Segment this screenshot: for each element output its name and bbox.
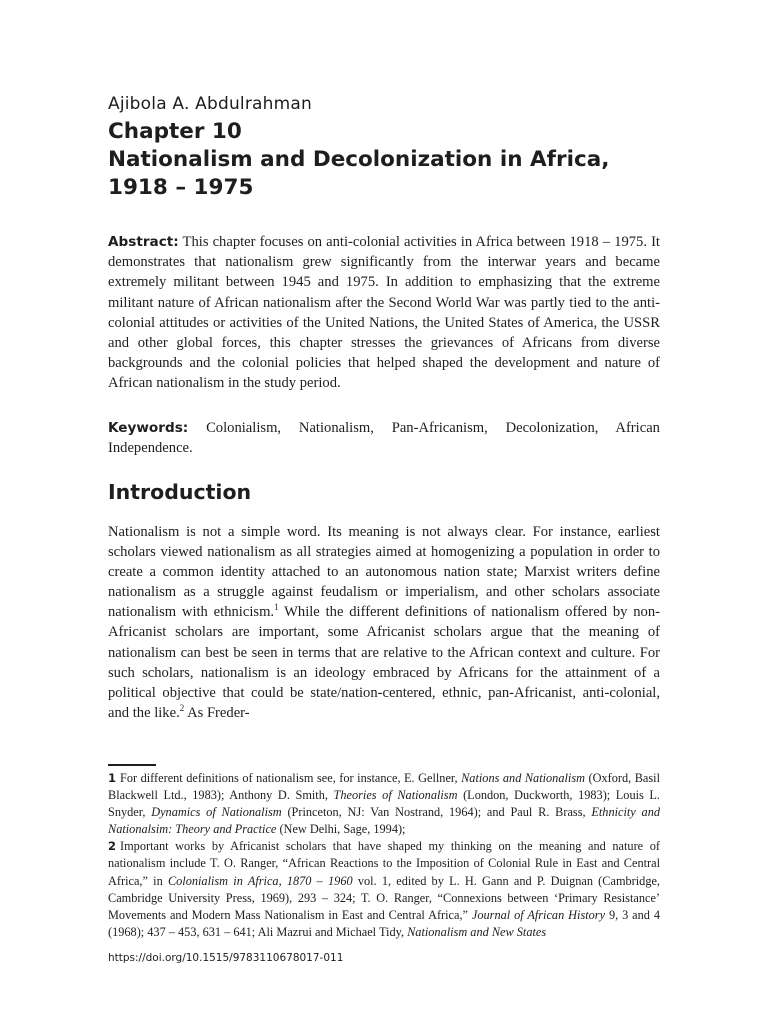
doi-link[interactable]: https://doi.org/10.1515/9783110678017-011: [108, 952, 344, 964]
abstract-label: Abstract:: [108, 234, 179, 250]
keywords-label: Keywords:: [108, 420, 189, 436]
footnote-text: For different definitions of nationalism see, for instance, E. Gellner,: [120, 771, 462, 785]
footnote-ref-1[interactable]: 1: [274, 602, 279, 613]
author-name: Ajibola A. Abdulrahman: [108, 94, 312, 114]
footnote-text: (London, Duckworth, 1983); Louis L. Snyder,: [108, 788, 660, 820]
section-heading-introduction: Introduction: [108, 480, 252, 504]
footnote-ref-2[interactable]: 2: [179, 702, 185, 713]
intro-text-part2: While the different definitions of nationalism offered by non-Africanist scholars are important, some Africanist scholars argue that the meaning of nationalism can best be seen in terms that are relative to the African context and culture. For such scholars, nationalism is an ideology embraced by Africans for the attainment of a political objective that could be state/nation-centered, ethnic, pan-Africanist, anti-colonial, and the like.: [108, 604, 661, 721]
footnote-title: Journal of African History: [471, 907, 606, 922]
footnote-text: (Princeton, NJ: Van Nostrand, 1964); and Paul R. Brass,: [281, 805, 592, 820]
introduction-paragraph: [108, 522, 660, 723]
footnote-title: Ethnicity and Nationalsim: Theory and Practice: [108, 805, 660, 837]
chapter-title-line1: Nationalism and Decolonization in Africa,: [108, 147, 610, 172]
footnote-title: Nationalism and New States: [407, 924, 547, 939]
footnote-title: Theories of Nationalism: [333, 788, 458, 803]
footnote-text: 9, 3 and 4 (1968); 437 – 453, 631 – 641; Ali Mazrui and Michael Tidy,: [108, 907, 660, 939]
footnote-2: [108, 838, 660, 941]
abstract-text: This chapter focuses on anti-colonial activities in Africa between 1918 – 1975. It demonstrates that nationalism grew significantly from the interwar years and became extremely militant between 1945 and 1975. In addition to emphasizing that the extreme militant nature of African nationalism after the Second World War was partly tied to the anti-colonial attitudes or activities of the United Nations, the United States of America, the USSR and other global forces, this chapter stresses the grievances of Africans from diverse backgrounds and the colonial policies that helped shaped the development and nature of African nationalism in the study period.: [108, 234, 660, 392]
footnotes: [108, 770, 660, 941]
abstract-paragraph: [108, 232, 660, 394]
intro-text-part1: Nationalism is not a simple word. Its meaning is not always clear. For instance, earliest scholars viewed nationalism as all strategies aimed at homogenizing a population in order to create a common identity attached to an autonomous nation state; Marxist writers define nationalism as a struggle against feudalism or imperialism, and other scholars associate nationalism with ethnicism.: [108, 524, 660, 621]
footnote-text: (Oxford, Basil Blackwell Ltd., 1983); Anthony D. Smith,: [108, 771, 660, 803]
footnote-title: Colonialism in Africa, 1870 – 1960: [167, 873, 353, 888]
keywords-paragraph: [108, 418, 660, 458]
chapter-heading: [108, 118, 668, 202]
footnote-1: [108, 770, 660, 838]
footnote-text: Important works by Africanist scholars that have shaped my thinking on the meaning and nature of nationalism include T. O. Ranger, “African Reactions to the Imposition of Colonial Rule in East and Central Africa,” in: [108, 839, 660, 888]
footnote-text: (New Delhi, Sage, 1994);: [276, 822, 406, 837]
keywords-text: Colonialism, Nationalism, Pan-Africanism, Decolonization, African Independence.: [108, 420, 660, 457]
footnote-title: Nations and Nationalism: [461, 771, 585, 785]
footnote-title: Dynamics of Nationalism: [151, 805, 282, 820]
chapter-number: Chapter 10: [108, 119, 242, 144]
footnote-divider: [108, 764, 156, 766]
footnote-number: 1: [108, 771, 117, 785]
chapter-title-line2: 1918 – 1975: [108, 175, 254, 200]
footnote-text: vol. 1, edited by L. H. Gann and P. Duignan (Cambridge, Cambridge University Press, 1969), 293 – 324; T. O. Ranger, “Connexions between ‘Primary Resistance’ Movements and Modern Mass Nationalism in East and Central Africa,”: [108, 873, 660, 922]
intro-text-part3: As Freder-: [184, 704, 250, 721]
footnote-number: 2: [108, 839, 117, 854]
